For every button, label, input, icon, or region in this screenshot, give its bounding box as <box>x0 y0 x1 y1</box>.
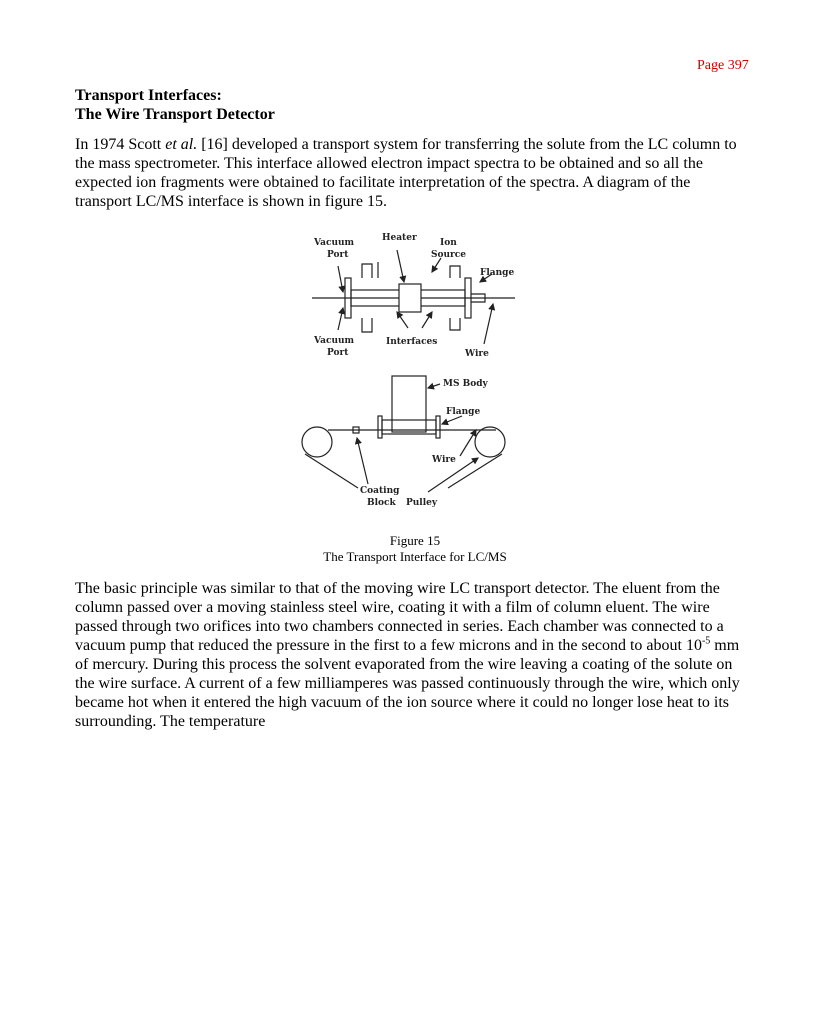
label-ion: Ion <box>440 238 457 248</box>
wire-return-left <box>305 454 358 488</box>
left-pulley <box>302 427 332 457</box>
upper-port-left <box>362 264 372 278</box>
label-vacuum-bottom: Vacuum <box>314 336 355 346</box>
arrow-coating-block <box>357 438 368 484</box>
paragraph-text: [16] developed a transport system for transferring the solute from the LC column to the mass spectrometer. This interface allowed electron impact spectra to be obtained and so all the expected ion fragments were obtained to facilitate interpretation of the spectra. A diagram of the transport LC/MS interface is shown in figure 15. <box>75 136 737 210</box>
label-wire-bottom: Wire <box>432 455 456 465</box>
diagram-svg <box>300 226 525 516</box>
figure-caption <box>250 533 580 565</box>
arrow-heater <box>397 250 404 282</box>
arrow-ion-source <box>432 258 441 272</box>
label-coating: Coating <box>360 486 400 496</box>
transport-interface-diagram <box>300 226 525 516</box>
lower-flange-left <box>378 416 382 438</box>
arrow-wire <box>484 304 493 344</box>
arrow-ms-body <box>428 384 440 388</box>
arrow-wire-bottom <box>460 430 476 456</box>
label-flange-top: Flange <box>480 268 515 278</box>
label-interfaces: Interfaces <box>386 337 438 347</box>
section-heading <box>75 86 475 124</box>
arrow-interfaces-left <box>397 312 408 328</box>
lower-flange-right <box>436 416 440 438</box>
body-paragraph <box>75 579 750 731</box>
ms-body <box>392 376 426 432</box>
page-number: Page 397 <box>697 58 749 73</box>
exponent: -5 <box>701 635 711 647</box>
arrow-flange-bottom <box>442 416 462 424</box>
upper-port-right <box>450 266 460 278</box>
wire-return-right <box>448 454 502 488</box>
label-ms-body: MS Body <box>443 379 488 389</box>
caption-title: The Transport Interface for LC/MS <box>323 549 507 564</box>
label-port-bottom: Port <box>327 348 349 358</box>
label-vacuum-top: Vacuum <box>314 238 355 248</box>
label-source: Source <box>431 250 466 260</box>
label-port-top: Port <box>327 250 349 260</box>
lower-port-right <box>450 318 460 330</box>
heater-block <box>399 284 421 312</box>
label-pulley: Pulley <box>406 498 438 508</box>
arrow-vacuum-port-bottom <box>338 308 343 330</box>
lower-port-left <box>362 318 372 332</box>
right-pulley <box>475 427 505 457</box>
paragraph-text: In 1974 Scott <box>75 136 166 153</box>
label-heater: Heater <box>382 233 417 243</box>
label-block: Block <box>367 498 396 508</box>
caption-number: Figure 15 <box>389 533 441 548</box>
heading-line-1: Transport Interfaces: <box>75 87 222 104</box>
heading-line-2: The Wire Transport Detector <box>75 106 275 123</box>
italic-text: et al. <box>165 136 198 153</box>
paragraph-text: mm of mercury. During this process the solvent evaporated from the wire leaving a coating of the solute on the wire surface. A current of a few milliamperes was passed continuously through the wire, which only became hot when it entered the high vacuum of the ion source where it could no longer lose heat to its surrounding. The temperature <box>75 637 740 730</box>
paragraph-text: The basic principle was similar to that of the moving wire LC transport detector. The eluent from the column passed over a moving stainless steel wire, coating it with a film of column eluent. The wire passed through two orifices into two chambers connected in series. Each chamber was connected to a vacuum pump that reduced the pressure in the first to a few microns and in the second to about 10 <box>75 580 724 654</box>
label-wire-top: Wire <box>465 349 489 359</box>
intro-paragraph <box>75 135 750 211</box>
arrow-interfaces-right <box>422 312 432 328</box>
label-flange-bottom: Flange <box>446 407 481 417</box>
arrow-vacuum-port-top <box>338 266 343 292</box>
